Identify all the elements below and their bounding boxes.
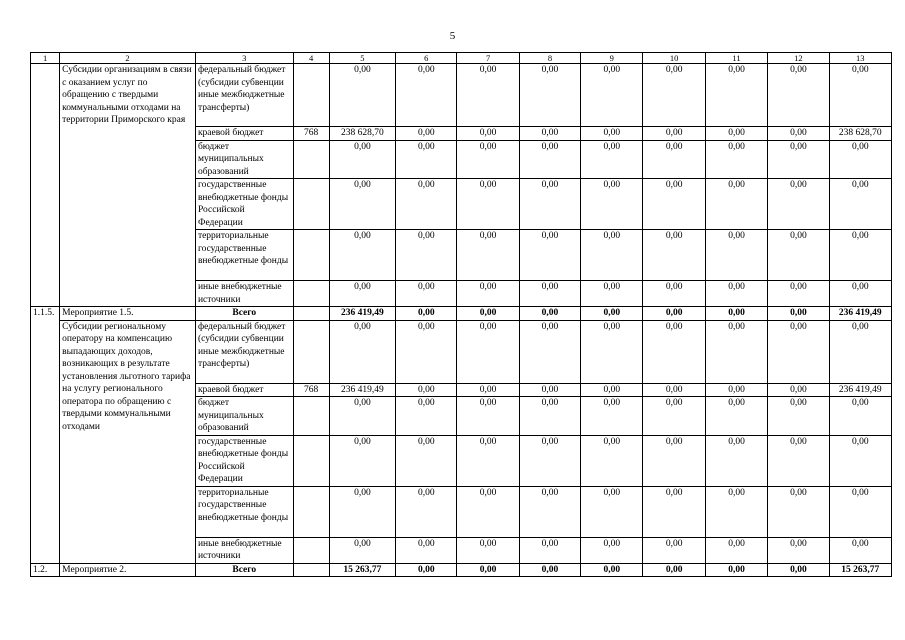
funding-source: иные внебюджетные источники [195, 281, 293, 307]
column-number: 12 [768, 53, 829, 64]
amount-col5: 15 263,77 [329, 563, 395, 577]
amount-col7: 0,00 [457, 397, 519, 436]
column-number: 13 [829, 53, 891, 64]
amount-col8: 0,00 [519, 179, 580, 230]
amount-col13: 0,00 [829, 397, 891, 436]
amount-col12: 0,00 [768, 320, 829, 383]
amount-col10: 0,00 [643, 537, 705, 563]
amount-col9: 0,00 [581, 230, 643, 281]
page-number: 5 [449, 30, 456, 42]
column-number: 9 [581, 53, 643, 64]
amount-col12: 0,00 [768, 127, 829, 141]
amount-col7: 0,00 [457, 307, 519, 321]
amount-col8: 0,00 [519, 435, 580, 486]
budget-code [293, 140, 329, 179]
amount-col5: 0,00 [329, 320, 395, 383]
budget-table [30, 52, 892, 577]
amount-col8: 0,00 [519, 230, 580, 281]
amount-col11: 0,00 [705, 64, 767, 127]
amount-col8: 0,00 [519, 563, 580, 577]
amount-col12: 0,00 [768, 64, 829, 127]
column-number: 1 [31, 53, 60, 64]
funding-source-total: Всего [195, 563, 293, 577]
amount-col6: 0,00 [396, 563, 457, 577]
amount-col9: 0,00 [581, 435, 643, 486]
funding-source: федеральный бюджет (субсидии субвенции иные межбюджетные трансферты) [195, 64, 293, 127]
funding-source: иные внебюджетные источники [195, 537, 293, 563]
amount-col8: 0,00 [519, 537, 580, 563]
funding-source: государственные внебюджетные фонды Российской Федерации [195, 435, 293, 486]
amount-col9: 0,00 [581, 383, 643, 397]
amount-col7: 0,00 [457, 486, 519, 537]
amount-col11: 0,00 [705, 563, 767, 577]
amount-col13: 0,00 [829, 435, 891, 486]
amount-col10: 0,00 [643, 179, 705, 230]
funding-source: федеральный бюджет (субсидии субвенции иные межбюджетные трансферты) [195, 320, 293, 383]
table-row [31, 64, 892, 127]
amount-col6: 0,00 [396, 486, 457, 537]
amount-col13: 0,00 [829, 486, 891, 537]
amount-col7: 0,00 [457, 230, 519, 281]
amount-col6: 0,00 [396, 127, 457, 141]
budget-code [293, 179, 329, 230]
amount-col7: 0,00 [457, 320, 519, 383]
amount-col11: 0,00 [705, 281, 767, 307]
budget-code [293, 281, 329, 307]
amount-col10: 0,00 [643, 320, 705, 383]
amount-col12: 0,00 [768, 435, 829, 486]
amount-col10: 0,00 [643, 383, 705, 397]
funding-source: краевой бюджет [195, 127, 293, 141]
amount-col6: 0,00 [396, 179, 457, 230]
amount-col13: 15 263,77 [829, 563, 891, 577]
amount-col13: 0,00 [829, 320, 891, 383]
amount-col8: 0,00 [519, 64, 580, 127]
amount-col12: 0,00 [768, 383, 829, 397]
column-number: 8 [519, 53, 580, 64]
amount-col8: 0,00 [519, 397, 580, 436]
amount-col11: 0,00 [705, 486, 767, 537]
amount-col5: 0,00 [329, 64, 395, 127]
amount-col10: 0,00 [643, 230, 705, 281]
amount-col13: 236 419,49 [829, 307, 891, 321]
table-row-total [31, 563, 892, 577]
column-number: 4 [293, 53, 329, 64]
measure-name: Субсидии региональному оператору на компенсацию выпадающих доходов, возникающих в результате установления льготного тарифа на услугу регионального оператора по обращению с твердыми коммунальными отходами [60, 320, 196, 563]
amount-col7: 0,00 [457, 281, 519, 307]
measure-title: Мероприятие 1.5. [60, 307, 196, 321]
row-number [31, 64, 60, 307]
budget-code [293, 397, 329, 436]
budget-code [293, 230, 329, 281]
amount-col6: 0,00 [396, 230, 457, 281]
amount-col11: 0,00 [705, 537, 767, 563]
amount-col7: 0,00 [457, 537, 519, 563]
amount-col13: 236 419,49 [829, 383, 891, 397]
amount-col6: 0,00 [396, 281, 457, 307]
amount-col8: 0,00 [519, 486, 580, 537]
amount-col13: 0,00 [829, 179, 891, 230]
amount-col5: 0,00 [329, 281, 395, 307]
amount-col5: 238 628,70 [329, 127, 395, 141]
budget-code [293, 307, 329, 321]
amount-col5: 0,00 [329, 230, 395, 281]
amount-col8: 0,00 [519, 307, 580, 321]
amount-col12: 0,00 [768, 307, 829, 321]
amount-col8: 0,00 [519, 281, 580, 307]
funding-source: территориальные государственные внебюджетные фонды [195, 230, 293, 281]
amount-col5: 0,00 [329, 397, 395, 436]
amount-col6: 0,00 [396, 140, 457, 179]
funding-source: бюджет муниципальных образований [195, 140, 293, 179]
amount-col7: 0,00 [457, 127, 519, 141]
column-number: 3 [195, 53, 293, 64]
amount-col11: 0,00 [705, 307, 767, 321]
amount-col9: 0,00 [581, 397, 643, 436]
amount-col6: 0,00 [396, 537, 457, 563]
amount-col5: 236 419,49 [329, 307, 395, 321]
amount-col7: 0,00 [457, 383, 519, 397]
amount-col10: 0,00 [643, 563, 705, 577]
column-number: 7 [457, 53, 519, 64]
column-number-row [31, 53, 892, 64]
amount-col8: 0,00 [519, 383, 580, 397]
amount-col10: 0,00 [643, 281, 705, 307]
amount-col11: 0,00 [705, 383, 767, 397]
amount-col5: 0,00 [329, 179, 395, 230]
amount-col10: 0,00 [643, 140, 705, 179]
amount-col8: 0,00 [519, 127, 580, 141]
column-number: 11 [705, 53, 767, 64]
amount-col11: 0,00 [705, 179, 767, 230]
amount-col8: 0,00 [519, 320, 580, 383]
row-number: 1.2. [31, 563, 60, 577]
funding-source: бюджет муниципальных образований [195, 397, 293, 436]
amount-col12: 0,00 [768, 563, 829, 577]
amount-col11: 0,00 [705, 140, 767, 179]
amount-col7: 0,00 [457, 64, 519, 127]
amount-col9: 0,00 [581, 320, 643, 383]
amount-col13: 0,00 [829, 281, 891, 307]
amount-col11: 0,00 [705, 320, 767, 383]
amount-col7: 0,00 [457, 140, 519, 179]
amount-col11: 0,00 [705, 127, 767, 141]
amount-col10: 0,00 [643, 435, 705, 486]
amount-col5: 0,00 [329, 140, 395, 179]
measure-title: Мероприятие 2. [60, 563, 196, 577]
amount-col10: 0,00 [643, 127, 705, 141]
amount-col11: 0,00 [705, 230, 767, 281]
budget-code [293, 537, 329, 563]
amount-col10: 0,00 [643, 64, 705, 127]
funding-source: территориальные государственные внебюджетные фонды [195, 486, 293, 537]
amount-col7: 0,00 [457, 179, 519, 230]
amount-col6: 0,00 [396, 383, 457, 397]
amount-col7: 0,00 [457, 435, 519, 486]
amount-col9: 0,00 [581, 537, 643, 563]
column-number: 6 [396, 53, 457, 64]
amount-col6: 0,00 [396, 64, 457, 127]
budget-code [293, 435, 329, 486]
column-number: 10 [643, 53, 705, 64]
funding-source: краевой бюджет [195, 383, 293, 397]
budget-code: 768 [293, 383, 329, 397]
row-number: 1.1.5. [31, 307, 60, 564]
column-number: 5 [329, 53, 395, 64]
amount-col9: 0,00 [581, 64, 643, 127]
amount-col13: 0,00 [829, 537, 891, 563]
amount-col5: 0,00 [329, 435, 395, 486]
amount-col8: 0,00 [519, 140, 580, 179]
amount-col12: 0,00 [768, 397, 829, 436]
amount-col6: 0,00 [396, 397, 457, 436]
amount-col13: 0,00 [829, 230, 891, 281]
amount-col9: 0,00 [581, 127, 643, 141]
budget-code [293, 486, 329, 537]
budget-code [293, 64, 329, 127]
budget-code [293, 563, 329, 577]
amount-col9: 0,00 [581, 486, 643, 537]
amount-col6: 0,00 [396, 307, 457, 321]
amount-col5: 0,00 [329, 486, 395, 537]
amount-col12: 0,00 [768, 537, 829, 563]
amount-col12: 0,00 [768, 486, 829, 537]
amount-col11: 0,00 [705, 435, 767, 486]
amount-col13: 0,00 [829, 64, 891, 127]
amount-col9: 0,00 [581, 140, 643, 179]
amount-col10: 0,00 [643, 397, 705, 436]
table-row [31, 320, 892, 383]
amount-col13: 0,00 [829, 140, 891, 179]
column-number: 2 [60, 53, 196, 64]
amount-col12: 0,00 [768, 179, 829, 230]
amount-col12: 0,00 [768, 140, 829, 179]
amount-col11: 0,00 [705, 397, 767, 436]
amount-col6: 0,00 [396, 320, 457, 383]
funding-source: государственные внебюджетные фонды Российской Федерации [195, 179, 293, 230]
amount-col12: 0,00 [768, 281, 829, 307]
funding-source-total: Всего [195, 307, 293, 321]
measure-name: Субсидии организациям в связи с оказанием услуг по обращению с твердыми коммунальными отходами на территории Приморского края [60, 64, 196, 307]
table-row-total [31, 307, 892, 321]
amount-col5: 0,00 [329, 537, 395, 563]
amount-col5: 236 419,49 [329, 383, 395, 397]
amount-col9: 0,00 [581, 281, 643, 307]
amount-col12: 0,00 [768, 230, 829, 281]
amount-col9: 0,00 [581, 179, 643, 230]
amount-col7: 0,00 [457, 563, 519, 577]
amount-col10: 0,00 [643, 486, 705, 537]
amount-col6: 0,00 [396, 435, 457, 486]
budget-code: 768 [293, 127, 329, 141]
amount-col13: 238 628,70 [829, 127, 891, 141]
amount-col9: 0,00 [581, 307, 643, 321]
amount-col9: 0,00 [581, 563, 643, 577]
amount-col10: 0,00 [643, 307, 705, 321]
budget-code [293, 320, 329, 383]
